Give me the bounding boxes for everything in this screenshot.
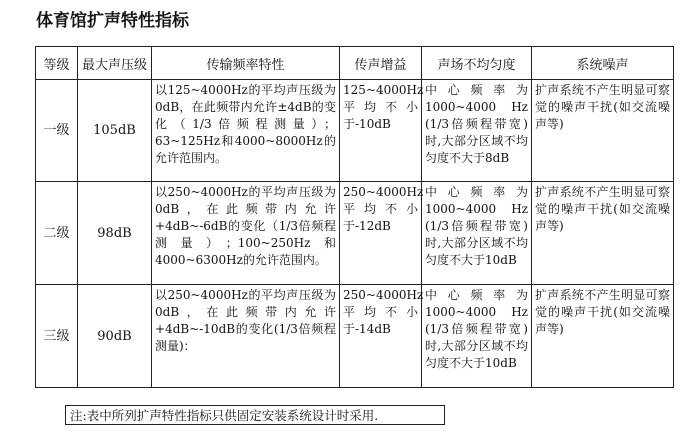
spec-table [35, 46, 674, 388]
table-row [36, 182, 674, 285]
cell-gain: 250~4000Hz平均不小于-14dB [340, 285, 422, 388]
header-freq-response: 传输频率特性 [152, 47, 340, 80]
cell-gain: 250~4000Hz平均不小于-12dB [340, 182, 422, 285]
table-header-row [36, 47, 674, 80]
cell-max-spl: 90dB [78, 285, 152, 388]
header-grade: 等级 [36, 47, 78, 80]
header-uniformity: 声场不均匀度 [422, 47, 532, 80]
cell-freq-response: 以125~4000Hz的平均声压级为0dB，在此频带内允许±4dB的变化（1/3倍频程测量）；63~125Hz和4000~8000Hz的允许范围内。 [152, 80, 340, 182]
cell-freq-response: 以250~4000Hz的平均声压级为0dB，在此频带内允许+4dB~-6dB的变化（1/3倍频程测量）；100~250Hz和4000~6300Hz的允许范围内。 [152, 182, 340, 285]
cell-grade: 三级 [36, 285, 78, 388]
cell-uniformity: 中心频率为1000~4000 Hz (1/3倍频程带宽)时,大部分区域不均匀度不大于8dB [422, 80, 532, 182]
table-row [36, 285, 674, 388]
cell-max-spl: 105dB [78, 80, 152, 182]
header-noise: 系统噪声 [532, 47, 674, 80]
cell-gain: 125~4000Hz平均不小于-10dB [340, 80, 422, 182]
footnote: 注:表中所列扩声特性指标只供固定安装系统设计时采用. [65, 405, 445, 425]
header-max-spl: 最大声压级 [78, 47, 152, 80]
document-title: 体育馆扩声特性指标 [36, 11, 189, 31]
cell-noise: 扩声系统不产生明显可察觉的噪声干扰(如交流噪声等) [532, 182, 674, 285]
cell-max-spl: 98dB [78, 182, 152, 285]
header-gain: 传声增益 [340, 47, 422, 80]
cell-noise: 扩声系统不产生明显可察觉的噪声干扰(如交流噪声等) [532, 285, 674, 388]
table-row [36, 80, 674, 182]
cell-uniformity: 中心频率为1000~4000 Hz (1/3倍频程带宽)时,大部分区域不均匀度不大于10dB [422, 182, 532, 285]
cell-noise: 扩声系统不产生明显可察觉的噪声干扰(如交流噪声等) [532, 80, 674, 182]
cell-uniformity: 中心频率为1000~4000 Hz (1/3倍频程带宽)时,大部分区域不均匀度不大于10dB [422, 285, 532, 388]
cell-freq-response: 以250~4000Hz的平均声压级为0dB，在此频带内允许+4dB~-10dB的变化(1/3倍频程测量)： [152, 285, 340, 388]
cell-grade: 一级 [36, 80, 78, 182]
cell-grade: 二级 [36, 182, 78, 285]
